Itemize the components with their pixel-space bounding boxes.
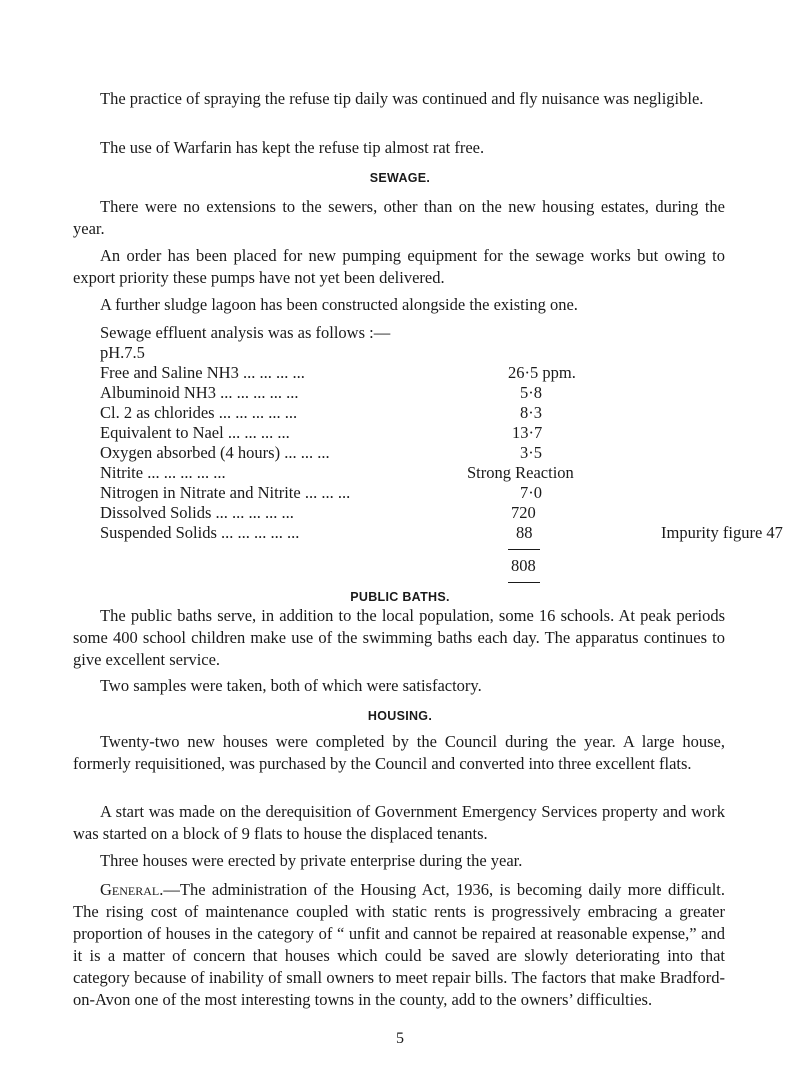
analysis-row-value: Strong Reaction: [467, 463, 574, 482]
analysis-row-value: 7·0: [520, 483, 542, 502]
analysis-row: [100, 403, 720, 423]
analysis-row-value: 8·3: [520, 403, 542, 422]
paragraph-spraying: The practice of spraying the refuse tip daily was continued and fly nuisance was negligible.: [100, 89, 704, 108]
paragraph-samples: Two samples were taken, both of which were satisfactory.: [100, 676, 482, 695]
analysis-row-label: Oxygen absorbed (4 hours) ... ... ...: [100, 443, 330, 462]
analysis-row: [100, 423, 720, 443]
analysis-total-value: 808: [511, 556, 536, 575]
paragraph-baths: The public baths serve, in addition to the local population, some 16 schools. At peak periods some 400 school children make use of the swimming baths each day. The apparatus continues to give excellent service.: [73, 606, 725, 669]
analysis-row-value: 3·5: [520, 443, 542, 462]
analysis-row: [100, 383, 720, 403]
analysis-row: [100, 523, 783, 543]
analysis-row-label: Nitrogen in Nitrate and Nitrite ... ... ...: [100, 483, 351, 502]
page-number: 5: [396, 1030, 404, 1047]
analysis-row-label: Suspended Solids ... ... ... ... ...: [100, 523, 300, 542]
general-body: —The administration of the Housing Act, 1936, is becoming daily more difficult. The rising cost of maintenance coupled with static rents is progressively embracing a greater proportion of houses in the category of “ unfit and cannot be repaired at reasonable expense,” and it is a matter of concern that houses which could be saved are slowly deteriorating into that category because of inability of small owners to meet repair bills. The factors that make Bradford-on-Avon one of the most interesting towns in the county, add to the owners’ difficulties.: [73, 880, 725, 1009]
analysis-row-label: Free and Saline NH3 ... ... ... ...: [100, 363, 305, 382]
paragraph-analysis-intro: Sewage effluent analysis was as follows :—: [100, 323, 391, 342]
paragraph-sewers: There were no extensions to the sewers, other than on the new housing estates, during the year.: [73, 197, 725, 238]
impurity-figure-note: Impurity figure 47: [661, 523, 783, 542]
analysis-row-value: 720: [511, 503, 536, 522]
analysis-row: [100, 503, 720, 523]
paragraph-pumping: An order has been placed for new pumping equipment for the sewage works but owing to export priority these pumps have not yet been delivered.: [73, 246, 725, 287]
analysis-row-label: Nitrite ... ... ... ... ...: [100, 463, 226, 482]
analysis-row-value: 26·5 ppm.: [508, 363, 576, 382]
total-rule-top: [508, 549, 540, 550]
analysis-row-value: 5·8: [520, 383, 542, 402]
analysis-row-label: Cl. 2 as chlorides ... ... ... ... ...: [100, 403, 298, 422]
heading-public-baths: PUBLIC BATHS.: [350, 590, 450, 604]
analysis-row-value: 13·7: [512, 423, 543, 442]
paragraph-lagoon: A further sludge lagoon has been constructed alongside the existing one.: [100, 295, 578, 314]
total-rule-bottom: [508, 582, 540, 583]
analysis-row: [100, 483, 720, 503]
paragraph-derequisition: A start was made on the derequisition of Government Emergency Services property and work was started on a block of 9 flats to house the displaced tenants.: [73, 802, 725, 843]
heading-housing: HOUSING.: [367, 709, 433, 723]
heading-sewage: SEWAGE.: [369, 171, 431, 185]
paragraph-general: [73, 879, 725, 1011]
analysis-total: [100, 556, 720, 576]
analysis-row-label: Albuminoid NH3 ... ... ... ... ...: [100, 383, 299, 402]
paragraph-houses-completed: Twenty-two new houses were completed by the Council during the year. A large house, formerly requisitioned, was purchased by the Council and converted into three excellent flats.: [73, 732, 725, 773]
analysis-row-value: 88: [516, 523, 533, 542]
analysis-row-label: Equivalent to Nael ... ... ... ...: [100, 423, 290, 442]
paragraph-warfarin: The use of Warfarin has kept the refuse tip almost rat free.: [100, 138, 485, 157]
analysis-row-label: Dissolved Solids ... ... ... ... ...: [100, 503, 294, 522]
analysis-row: [100, 463, 720, 483]
analysis-ph-label: pH.7.5: [100, 343, 145, 362]
analysis-row: [100, 363, 720, 383]
analysis-row: [100, 443, 720, 463]
analysis-ph: [100, 343, 720, 363]
paragraph-private: Three houses were erected by private enterprise during the year.: [100, 851, 523, 870]
general-lead: General.: [100, 880, 164, 899]
